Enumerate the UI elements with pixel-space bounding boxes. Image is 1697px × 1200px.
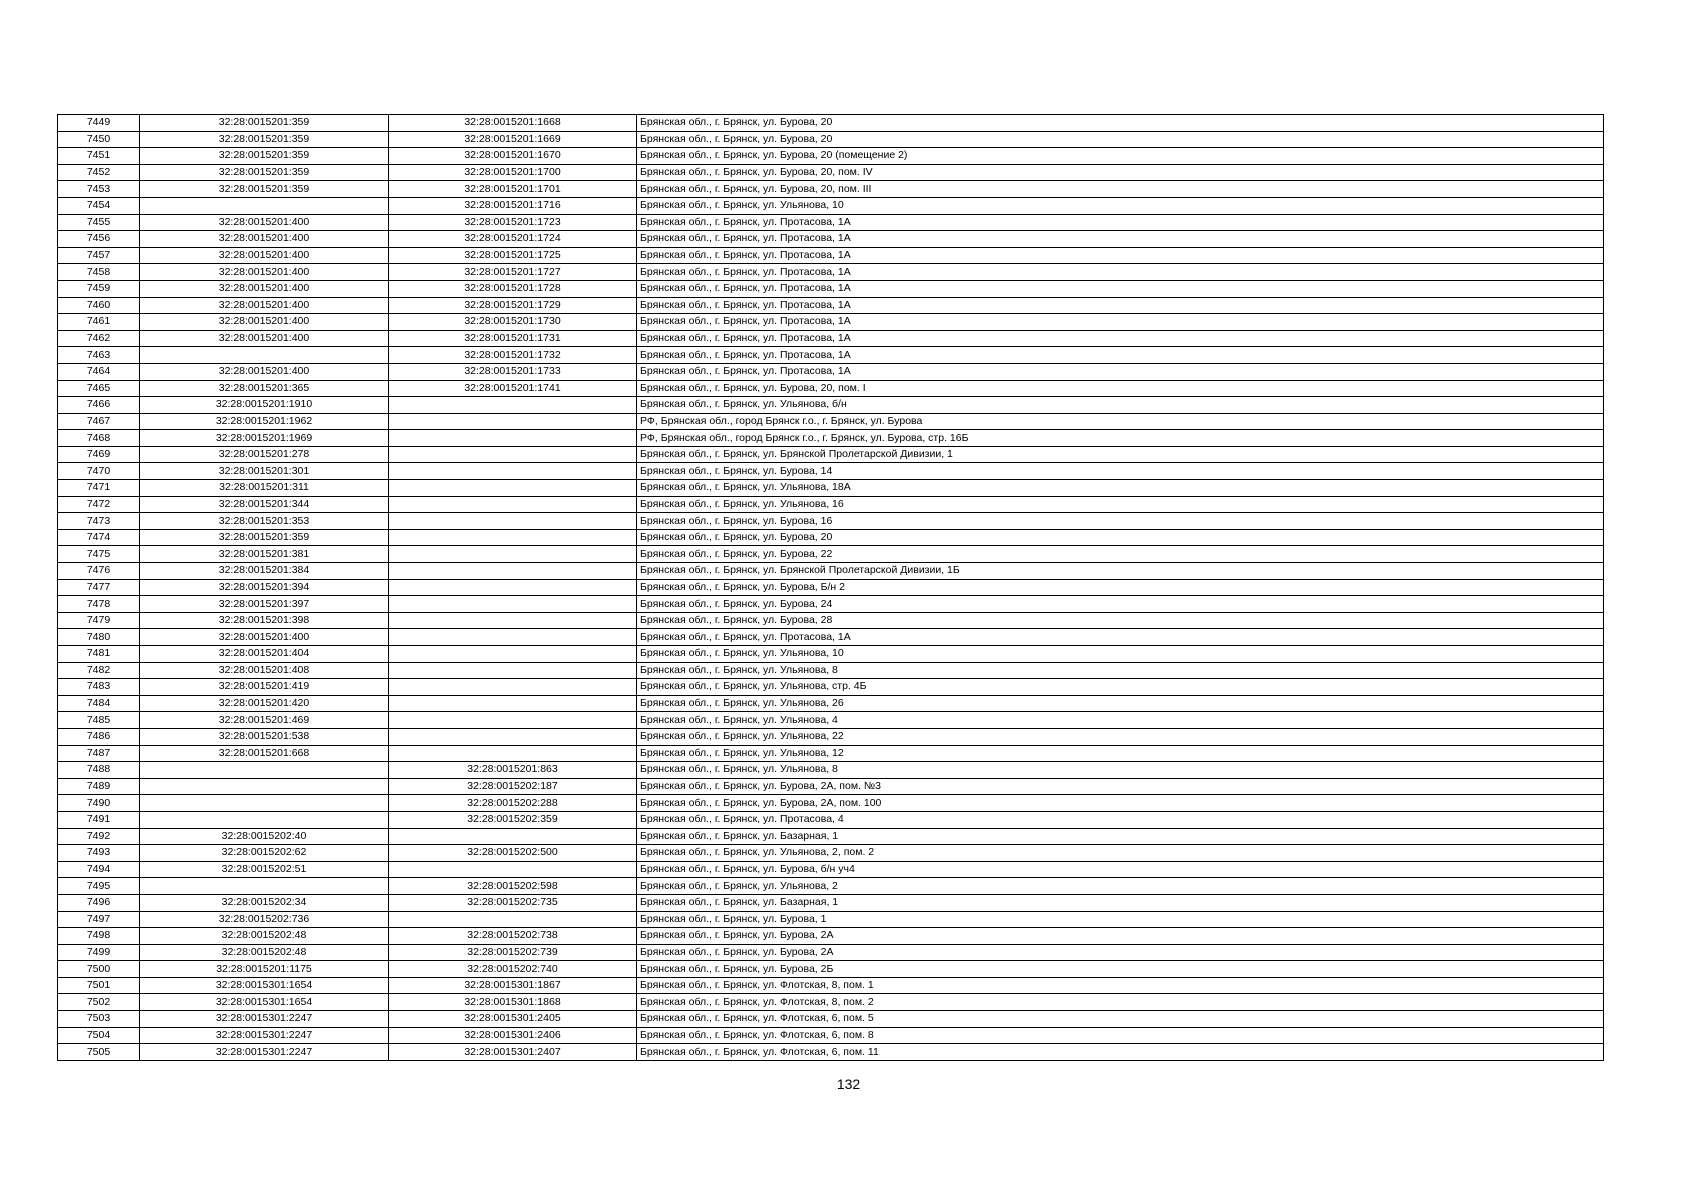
parcel-cadastral-number-cell: 32:28:0015201:668 xyxy=(140,745,389,762)
table-row xyxy=(58,811,1604,828)
object-cadastral-number-cell xyxy=(389,446,637,463)
parcel-cadastral-number-cell: 32:28:0015201:359 xyxy=(140,181,389,198)
object-cadastral-number-cell: 32:28:0015202:735 xyxy=(389,894,637,911)
address-cell: Брянская обл., г. Брянск, ул. Ульянова, 10 xyxy=(637,197,1604,214)
row-number-cell: 7456 xyxy=(58,231,140,248)
table-row xyxy=(58,579,1604,596)
address-cell: Брянская обл., г. Брянск, ул. Флотская, 8, пом. 2 xyxy=(637,994,1604,1011)
table-row xyxy=(58,330,1604,347)
object-cadastral-number-cell xyxy=(389,828,637,845)
row-number-cell: 7469 xyxy=(58,446,140,463)
address-cell: Брянская обл., г. Брянск, ул. Бурова, 20, пом. III xyxy=(637,181,1604,198)
object-cadastral-number-cell: 32:28:0015201:1732 xyxy=(389,347,637,364)
address-cell: Брянская обл., г. Брянск, ул. Протасова, 1А xyxy=(637,330,1604,347)
address-cell: Брянская обл., г. Брянск, ул. Протасова, 1А xyxy=(637,363,1604,380)
object-cadastral-number-cell xyxy=(389,662,637,679)
data-table-container xyxy=(57,114,1603,1061)
object-cadastral-number-cell: 32:28:0015201:1723 xyxy=(389,214,637,231)
object-cadastral-number-cell xyxy=(389,563,637,580)
address-cell: Брянская обл., г. Брянск, ул. Бурова, 1 xyxy=(637,911,1604,928)
row-number-cell: 7482 xyxy=(58,662,140,679)
address-cell: Брянская обл., г. Брянск, ул. Базарная, 1 xyxy=(637,828,1604,845)
table-row xyxy=(58,961,1604,978)
parcel-cadastral-number-cell: 32:28:0015201:311 xyxy=(140,480,389,497)
row-number-cell: 7464 xyxy=(58,363,140,380)
address-cell: Брянская обл., г. Брянск, ул. Бурова, 2А xyxy=(637,944,1604,961)
object-cadastral-number-cell xyxy=(389,397,637,414)
address-cell: Брянская обл., г. Брянск, ул. Ульянова, б/н xyxy=(637,397,1604,414)
address-cell: Брянская обл., г. Брянск, ул. Бурова, 22 xyxy=(637,546,1604,563)
parcel-cadastral-number-cell: 32:28:0015201:359 xyxy=(140,131,389,148)
table-row xyxy=(58,662,1604,679)
row-number-cell: 7505 xyxy=(58,1044,140,1061)
table-row xyxy=(58,480,1604,497)
address-cell: Брянская обл., г. Брянск, ул. Ульянова, 2 xyxy=(637,878,1604,895)
object-cadastral-number-cell: 32:28:0015201:863 xyxy=(389,762,637,779)
parcel-cadastral-number-cell: 32:28:0015201:400 xyxy=(140,280,389,297)
row-number-cell: 7486 xyxy=(58,728,140,745)
address-cell: Брянская обл., г. Брянск, ул. Ульянова, 26 xyxy=(637,695,1604,712)
row-number-cell: 7478 xyxy=(58,596,140,613)
parcel-cadastral-number-cell: 32:28:0015202:48 xyxy=(140,944,389,961)
row-number-cell: 7501 xyxy=(58,977,140,994)
row-number-cell: 7452 xyxy=(58,164,140,181)
object-cadastral-number-cell: 32:28:0015201:1716 xyxy=(389,197,637,214)
row-number-cell: 7463 xyxy=(58,347,140,364)
object-cadastral-number-cell xyxy=(389,612,637,629)
address-cell: Брянская обл., г. Брянск, ул. Протасова, 1А xyxy=(637,264,1604,281)
table-body xyxy=(58,115,1604,1061)
parcel-cadastral-number-cell: 32:28:0015201:359 xyxy=(140,529,389,546)
row-number-cell: 7497 xyxy=(58,911,140,928)
address-cell: Брянская обл., г. Брянск, ул. Ульянова, 12 xyxy=(637,745,1604,762)
table-row xyxy=(58,513,1604,530)
object-cadastral-number-cell: 32:28:0015202:739 xyxy=(389,944,637,961)
address-cell: Брянская обл., г. Брянск, ул. Бурова, 28 xyxy=(637,612,1604,629)
parcel-cadastral-number-cell xyxy=(140,878,389,895)
parcel-cadastral-number-cell: 32:28:0015201:400 xyxy=(140,231,389,248)
object-cadastral-number-cell xyxy=(389,480,637,497)
row-number-cell: 7450 xyxy=(58,131,140,148)
row-number-cell: 7455 xyxy=(58,214,140,231)
table-row xyxy=(58,596,1604,613)
parcel-cadastral-number-cell xyxy=(140,347,389,364)
parcel-cadastral-number-cell: 32:28:0015301:1654 xyxy=(140,977,389,994)
address-cell: Брянская обл., г. Брянск, ул. Бурова, 2А, пом. 100 xyxy=(637,795,1604,812)
object-cadastral-number-cell xyxy=(389,546,637,563)
address-cell: Брянская обл., г. Брянск, ул. Бурова, 2А, пом. №3 xyxy=(637,778,1604,795)
object-cadastral-number-cell xyxy=(389,745,637,762)
parcel-cadastral-number-cell: 32:28:0015201:408 xyxy=(140,662,389,679)
table-row xyxy=(58,1044,1604,1061)
object-cadastral-number-cell xyxy=(389,646,637,663)
row-number-cell: 7467 xyxy=(58,413,140,430)
table-row xyxy=(58,778,1604,795)
object-cadastral-number-cell: 32:28:0015301:1868 xyxy=(389,994,637,1011)
object-cadastral-number-cell: 32:28:0015301:2406 xyxy=(389,1027,637,1044)
table-row xyxy=(58,280,1604,297)
table-row xyxy=(58,928,1604,945)
address-cell: Брянская обл., г. Брянск, ул. Бурова, 20 (помещение 2) xyxy=(637,148,1604,165)
table-row xyxy=(58,1011,1604,1028)
parcel-cadastral-number-cell: 32:28:0015201:359 xyxy=(140,115,389,132)
object-cadastral-number-cell: 32:28:0015202:740 xyxy=(389,961,637,978)
row-number-cell: 7465 xyxy=(58,380,140,397)
table-row xyxy=(58,762,1604,779)
object-cadastral-number-cell: 32:28:0015201:1741 xyxy=(389,380,637,397)
row-number-cell: 7466 xyxy=(58,397,140,414)
row-number-cell: 7494 xyxy=(58,861,140,878)
table-row xyxy=(58,1027,1604,1044)
parcel-cadastral-number-cell: 32:28:0015201:301 xyxy=(140,463,389,480)
row-number-cell: 7485 xyxy=(58,712,140,729)
address-cell: Брянская обл., г. Брянск, ул. Ульянова, 4 xyxy=(637,712,1604,729)
object-cadastral-number-cell xyxy=(389,695,637,712)
row-number-cell: 7454 xyxy=(58,197,140,214)
table-row xyxy=(58,197,1604,214)
address-cell: Брянская обл., г. Брянск, ул. Бурова, 2Б xyxy=(637,961,1604,978)
parcel-cadastral-number-cell: 32:28:0015201:400 xyxy=(140,629,389,646)
row-number-cell: 7451 xyxy=(58,148,140,165)
parcel-cadastral-number-cell: 32:28:0015201:400 xyxy=(140,314,389,331)
address-cell: Брянская обл., г. Брянск, ул. Ульянова, 10 xyxy=(637,646,1604,663)
parcel-cadastral-number-cell: 32:28:0015201:404 xyxy=(140,646,389,663)
address-cell: Брянская обл., г. Брянск, ул. Ульянова, 8 xyxy=(637,662,1604,679)
address-cell: Брянская обл., г. Брянск, ул. Бурова, 20 xyxy=(637,131,1604,148)
parcel-cadastral-number-cell: 32:28:0015201:400 xyxy=(140,330,389,347)
row-number-cell: 7483 xyxy=(58,679,140,696)
cadastral-table xyxy=(57,114,1604,1061)
parcel-cadastral-number-cell: 32:28:0015201:420 xyxy=(140,695,389,712)
address-cell: Брянская обл., г. Брянск, ул. Ульянова, 18А xyxy=(637,480,1604,497)
object-cadastral-number-cell xyxy=(389,728,637,745)
table-row xyxy=(58,314,1604,331)
object-cadastral-number-cell: 32:28:0015201:1733 xyxy=(389,363,637,380)
address-cell: Брянская обл., г. Брянск, ул. Бурова, 20, пом. I xyxy=(637,380,1604,397)
table-row xyxy=(58,231,1604,248)
object-cadastral-number-cell xyxy=(389,413,637,430)
row-number-cell: 7449 xyxy=(58,115,140,132)
parcel-cadastral-number-cell: 32:28:0015202:62 xyxy=(140,845,389,862)
row-number-cell: 7470 xyxy=(58,463,140,480)
parcel-cadastral-number-cell xyxy=(140,197,389,214)
parcel-cadastral-number-cell: 32:28:0015201:344 xyxy=(140,496,389,513)
table-row xyxy=(58,164,1604,181)
parcel-cadastral-number-cell: 32:28:0015202:736 xyxy=(140,911,389,928)
table-row xyxy=(58,546,1604,563)
row-number-cell: 7460 xyxy=(58,297,140,314)
table-row xyxy=(58,397,1604,414)
row-number-cell: 7504 xyxy=(58,1027,140,1044)
address-cell: Брянская обл., г. Брянск, ул. Протасова, 1А xyxy=(637,629,1604,646)
object-cadastral-number-cell: 32:28:0015301:1867 xyxy=(389,977,637,994)
row-number-cell: 7480 xyxy=(58,629,140,646)
address-cell: РФ, Брянская обл., город Брянск г.о., г. Брянск, ул. Бурова xyxy=(637,413,1604,430)
row-number-cell: 7484 xyxy=(58,695,140,712)
parcel-cadastral-number-cell: 32:28:0015301:2247 xyxy=(140,1027,389,1044)
table-row xyxy=(58,944,1604,961)
address-cell: РФ, Брянская обл., город Брянск г.о., г. Брянск, ул. Бурова, стр. 16Б xyxy=(637,430,1604,447)
address-cell: Брянская обл., г. Брянск, ул. Бурова, Б/н 2 xyxy=(637,579,1604,596)
table-row xyxy=(58,529,1604,546)
row-number-cell: 7458 xyxy=(58,264,140,281)
parcel-cadastral-number-cell xyxy=(140,762,389,779)
parcel-cadastral-number-cell: 32:28:0015202:48 xyxy=(140,928,389,945)
address-cell: Брянская обл., г. Брянск, ул. Флотская, 6, пом. 8 xyxy=(637,1027,1604,1044)
address-cell: Брянская обл., г. Брянск, ул. Протасова, 1А xyxy=(637,347,1604,364)
address-cell: Брянская обл., г. Брянск, ул. Бурова, 24 xyxy=(637,596,1604,613)
row-number-cell: 7499 xyxy=(58,944,140,961)
table-row xyxy=(58,148,1604,165)
address-cell: Брянская обл., г. Брянск, ул. Флотская, 6, пом. 5 xyxy=(637,1011,1604,1028)
table-row xyxy=(58,878,1604,895)
table-row xyxy=(58,131,1604,148)
row-number-cell: 7489 xyxy=(58,778,140,795)
table-row xyxy=(58,297,1604,314)
object-cadastral-number-cell xyxy=(389,679,637,696)
address-cell: Брянская обл., г. Брянск, ул. Ульянова, 16 xyxy=(637,496,1604,513)
object-cadastral-number-cell: 32:28:0015201:1725 xyxy=(389,247,637,264)
address-cell: Брянская обл., г. Брянск, ул. Ульянова, стр. 4Б xyxy=(637,679,1604,696)
address-cell: Брянская обл., г. Брянск, ул. Брянской Пролетарской Дивизии, 1 xyxy=(637,446,1604,463)
object-cadastral-number-cell: 32:28:0015201:1669 xyxy=(389,131,637,148)
row-number-cell: 7472 xyxy=(58,496,140,513)
address-cell: Брянская обл., г. Брянск, ул. Бурова, 20 xyxy=(637,529,1604,546)
object-cadastral-number-cell: 32:28:0015201:1730 xyxy=(389,314,637,331)
row-number-cell: 7453 xyxy=(58,181,140,198)
row-number-cell: 7503 xyxy=(58,1011,140,1028)
parcel-cadastral-number-cell: 32:28:0015201:538 xyxy=(140,728,389,745)
parcel-cadastral-number-cell: 32:28:0015201:419 xyxy=(140,679,389,696)
table-row xyxy=(58,712,1604,729)
object-cadastral-number-cell xyxy=(389,513,637,530)
table-row xyxy=(58,563,1604,580)
table-row xyxy=(58,612,1604,629)
object-cadastral-number-cell: 32:28:0015202:359 xyxy=(389,811,637,828)
parcel-cadastral-number-cell: 32:28:0015201:400 xyxy=(140,214,389,231)
row-number-cell: 7493 xyxy=(58,845,140,862)
table-row xyxy=(58,430,1604,447)
object-cadastral-number-cell xyxy=(389,596,637,613)
table-row xyxy=(58,695,1604,712)
address-cell: Брянская обл., г. Брянск, ул. Протасова, 1А xyxy=(637,231,1604,248)
parcel-cadastral-number-cell: 32:28:0015201:359 xyxy=(140,148,389,165)
table-row xyxy=(58,380,1604,397)
row-number-cell: 7490 xyxy=(58,795,140,812)
address-cell: Брянская обл., г. Брянск, ул. Протасова, 1А xyxy=(637,247,1604,264)
address-cell: Брянская обл., г. Брянск, ул. Бурова, 16 xyxy=(637,513,1604,530)
row-number-cell: 7477 xyxy=(58,579,140,596)
object-cadastral-number-cell xyxy=(389,712,637,729)
row-number-cell: 7491 xyxy=(58,811,140,828)
object-cadastral-number-cell: 32:28:0015201:1668 xyxy=(389,115,637,132)
object-cadastral-number-cell: 32:28:0015201:1670 xyxy=(389,148,637,165)
parcel-cadastral-number-cell: 32:28:0015201:469 xyxy=(140,712,389,729)
row-number-cell: 7459 xyxy=(58,280,140,297)
table-row xyxy=(58,363,1604,380)
object-cadastral-number-cell xyxy=(389,579,637,596)
table-row xyxy=(58,994,1604,1011)
object-cadastral-number-cell xyxy=(389,861,637,878)
parcel-cadastral-number-cell: 32:28:0015202:51 xyxy=(140,861,389,878)
table-row xyxy=(58,679,1604,696)
table-row xyxy=(58,646,1604,663)
address-cell: Брянская обл., г. Брянск, ул. Протасова, 1А xyxy=(637,314,1604,331)
object-cadastral-number-cell xyxy=(389,629,637,646)
parcel-cadastral-number-cell: 32:28:0015201:1910 xyxy=(140,397,389,414)
parcel-cadastral-number-cell: 32:28:0015301:2247 xyxy=(140,1044,389,1061)
parcel-cadastral-number-cell: 32:28:0015301:2247 xyxy=(140,1011,389,1028)
address-cell: Брянская обл., г. Брянск, ул. Флотская, 6, пом. 11 xyxy=(637,1044,1604,1061)
row-number-cell: 7471 xyxy=(58,480,140,497)
object-cadastral-number-cell xyxy=(389,430,637,447)
object-cadastral-number-cell: 32:28:0015301:2407 xyxy=(389,1044,637,1061)
table-row xyxy=(58,247,1604,264)
address-cell: Брянская обл., г. Брянск, ул. Бурова, 20 xyxy=(637,115,1604,132)
address-cell: Брянская обл., г. Брянск, ул. Протасова, 1А xyxy=(637,214,1604,231)
parcel-cadastral-number-cell: 32:28:0015201:384 xyxy=(140,563,389,580)
row-number-cell: 7487 xyxy=(58,745,140,762)
row-number-cell: 7476 xyxy=(58,563,140,580)
parcel-cadastral-number-cell: 32:28:0015201:400 xyxy=(140,297,389,314)
address-cell: Брянская обл., г. Брянск, ул. Флотская, 8, пом. 1 xyxy=(637,977,1604,994)
parcel-cadastral-number-cell xyxy=(140,795,389,812)
address-cell: Брянская обл., г. Брянск, ул. Бурова, 20, пом. IV xyxy=(637,164,1604,181)
object-cadastral-number-cell: 32:28:0015201:1724 xyxy=(389,231,637,248)
table-row xyxy=(58,629,1604,646)
table-row xyxy=(58,181,1604,198)
row-number-cell: 7479 xyxy=(58,612,140,629)
address-cell: Брянская обл., г. Брянск, ул. Протасова, 1А xyxy=(637,280,1604,297)
parcel-cadastral-number-cell: 32:28:0015201:278 xyxy=(140,446,389,463)
parcel-cadastral-number-cell: 32:28:0015201:381 xyxy=(140,546,389,563)
object-cadastral-number-cell xyxy=(389,496,637,513)
table-row xyxy=(58,745,1604,762)
parcel-cadastral-number-cell: 32:28:0015201:400 xyxy=(140,264,389,281)
row-number-cell: 7495 xyxy=(58,878,140,895)
object-cadastral-number-cell: 32:28:0015202:187 xyxy=(389,778,637,795)
parcel-cadastral-number-cell: 32:28:0015202:40 xyxy=(140,828,389,845)
row-number-cell: 7461 xyxy=(58,314,140,331)
address-cell: Брянская обл., г. Брянск, ул. Базарная, 1 xyxy=(637,894,1604,911)
object-cadastral-number-cell: 32:28:0015202:598 xyxy=(389,878,637,895)
address-cell: Брянская обл., г. Брянск, ул. Брянской Пролетарской Дивизии, 1Б xyxy=(637,563,1604,580)
table-row xyxy=(58,264,1604,281)
table-row xyxy=(58,115,1604,132)
object-cadastral-number-cell: 32:28:0015202:500 xyxy=(389,845,637,862)
parcel-cadastral-number-cell: 32:28:0015201:398 xyxy=(140,612,389,629)
table-row xyxy=(58,463,1604,480)
object-cadastral-number-cell: 32:28:0015201:1701 xyxy=(389,181,637,198)
row-number-cell: 7457 xyxy=(58,247,140,264)
table-row xyxy=(58,911,1604,928)
object-cadastral-number-cell: 32:28:0015201:1727 xyxy=(389,264,637,281)
table-row xyxy=(58,413,1604,430)
parcel-cadastral-number-cell: 32:28:0015201:400 xyxy=(140,247,389,264)
row-number-cell: 7473 xyxy=(58,513,140,530)
table-row xyxy=(58,728,1604,745)
object-cadastral-number-cell: 32:28:0015201:1700 xyxy=(389,164,637,181)
object-cadastral-number-cell xyxy=(389,463,637,480)
parcel-cadastral-number-cell xyxy=(140,778,389,795)
row-number-cell: 7492 xyxy=(58,828,140,845)
address-cell: Брянская обл., г. Брянск, ул. Бурова, 2А xyxy=(637,928,1604,945)
object-cadastral-number-cell: 32:28:0015201:1731 xyxy=(389,330,637,347)
table-row xyxy=(58,446,1604,463)
row-number-cell: 7474 xyxy=(58,529,140,546)
parcel-cadastral-number-cell: 32:28:0015201:400 xyxy=(140,363,389,380)
table-row xyxy=(58,828,1604,845)
object-cadastral-number-cell xyxy=(389,529,637,546)
table-row xyxy=(58,894,1604,911)
page-number: 132 xyxy=(836,1076,861,1092)
table-row xyxy=(58,861,1604,878)
object-cadastral-number-cell: 32:28:0015201:1728 xyxy=(389,280,637,297)
table-row xyxy=(58,795,1604,812)
object-cadastral-number-cell: 32:28:0015201:1729 xyxy=(389,297,637,314)
address-cell: Брянская обл., г. Брянск, ул. Ульянова, 8 xyxy=(637,762,1604,779)
parcel-cadastral-number-cell: 32:28:0015201:1969 xyxy=(140,430,389,447)
address-cell: Брянская обл., г. Брянск, ул. Протасова, 4 xyxy=(637,811,1604,828)
address-cell: Брянская обл., г. Брянск, ул. Ульянова, 22 xyxy=(637,728,1604,745)
parcel-cadastral-number-cell: 32:28:0015201:353 xyxy=(140,513,389,530)
parcel-cadastral-number-cell: 32:28:0015201:359 xyxy=(140,164,389,181)
object-cadastral-number-cell xyxy=(389,911,637,928)
row-number-cell: 7468 xyxy=(58,430,140,447)
parcel-cadastral-number-cell: 32:28:0015201:1962 xyxy=(140,413,389,430)
parcel-cadastral-number-cell: 32:28:0015201:397 xyxy=(140,596,389,613)
row-number-cell: 7498 xyxy=(58,928,140,945)
table-row xyxy=(58,977,1604,994)
parcel-cadastral-number-cell: 32:28:0015202:34 xyxy=(140,894,389,911)
row-number-cell: 7500 xyxy=(58,961,140,978)
row-number-cell: 7481 xyxy=(58,646,140,663)
row-number-cell: 7488 xyxy=(58,762,140,779)
table-row xyxy=(58,347,1604,364)
parcel-cadastral-number-cell: 32:28:0015201:1175 xyxy=(140,961,389,978)
address-cell: Брянская обл., г. Брянск, ул. Бурова, 14 xyxy=(637,463,1604,480)
object-cadastral-number-cell: 32:28:0015202:738 xyxy=(389,928,637,945)
address-cell: Брянская обл., г. Брянск, ул. Ульянова, 2, пом. 2 xyxy=(637,845,1604,862)
object-cadastral-number-cell: 32:28:0015301:2405 xyxy=(389,1011,637,1028)
parcel-cadastral-number-cell xyxy=(140,811,389,828)
table-row xyxy=(58,496,1604,513)
table-row xyxy=(58,214,1604,231)
table-row xyxy=(58,845,1604,862)
address-cell: Брянская обл., г. Брянск, ул. Протасова, 1А xyxy=(637,297,1604,314)
parcel-cadastral-number-cell: 32:28:0015201:365 xyxy=(140,380,389,397)
parcel-cadastral-number-cell: 32:28:0015301:1654 xyxy=(140,994,389,1011)
row-number-cell: 7462 xyxy=(58,330,140,347)
object-cadastral-number-cell: 32:28:0015202:288 xyxy=(389,795,637,812)
parcel-cadastral-number-cell: 32:28:0015201:394 xyxy=(140,579,389,596)
row-number-cell: 7475 xyxy=(58,546,140,563)
row-number-cell: 7496 xyxy=(58,894,140,911)
row-number-cell: 7502 xyxy=(58,994,140,1011)
address-cell: Брянская обл., г. Брянск, ул. Бурова, б/н уч4 xyxy=(637,861,1604,878)
